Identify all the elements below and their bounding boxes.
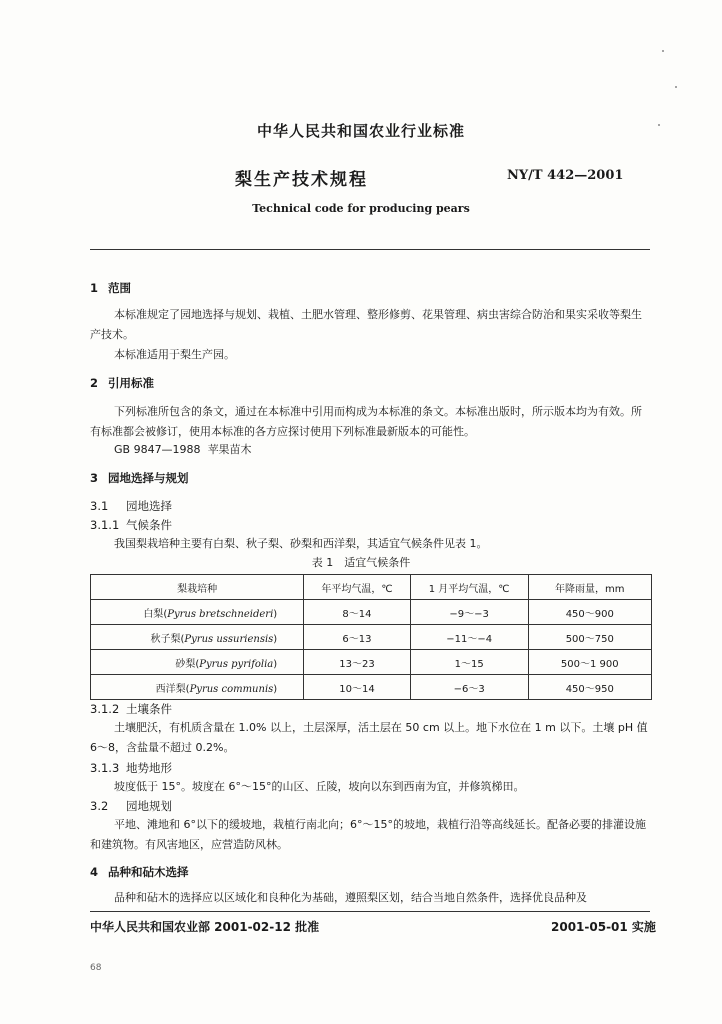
subsection-number: 3.1.3: [90, 761, 120, 775]
footer-rule: [90, 911, 650, 912]
standard-number: NY/T 442—2001: [507, 168, 624, 183]
section-1-paragraph-1: 本标准规定了园地选择与规划、栽植、土肥水管理、整形修剪、花果管理、病虫害综合防治和果实采收等梨生产技术。: [90, 308, 642, 341]
subsection-title: 园地规划: [126, 799, 172, 813]
subsection-number: 3.1.1: [90, 518, 120, 532]
january-temp-cell: −9～−3: [410, 600, 528, 625]
section-title: 品种和砧木选择: [108, 865, 189, 879]
subsection-3-1-heading: [90, 498, 172, 514]
annual-temp-cell: 6～13: [304, 625, 411, 650]
subsection-3-1-3-paragraph: 坡度低于 15°。坡度在 6°～15°的山区、丘陵，坡向以东到西南为宜，并修筑梯田。: [114, 780, 525, 793]
column-header: 梨栽培种: [91, 575, 304, 600]
implementation-date: 2001-05-01 实施: [551, 920, 656, 934]
table-row: [91, 675, 652, 700]
rainfall-cell: 500～750: [528, 625, 651, 650]
column-header: 年降雨量，mm: [528, 575, 651, 600]
section-2-paragraph: 下列标准所包含的条文，通过在本标准中引用而构成为本标准的条文。本标准出版时，所示版本均为有效。所有标准都会被修订，使用本标准的各方应探讨使用下列标准最新版本的可能性。: [90, 405, 642, 438]
reference-title: 苹果苗木: [207, 443, 252, 456]
variety-name: 白梨: [143, 608, 164, 620]
subsection-number: 3.1: [90, 499, 109, 513]
table-header-row: [91, 575, 652, 600]
table-row: [91, 600, 652, 625]
scan-speck: [662, 50, 664, 52]
january-temp-cell: −6～3: [410, 675, 528, 700]
variety-name: 砂梨: [175, 658, 196, 670]
rainfall-cell: 500～1 900: [528, 650, 651, 675]
january-temp-cell: 1～15: [410, 650, 528, 675]
section-4-paragraph: 品种和砧木的选择应以区域化和良种化为基础，遵照梨区划，结合当地自然条件，选择优良品种及: [114, 891, 587, 904]
approval-statement: 中华人民共和国农业部 2001-02-12 批准: [90, 920, 320, 934]
scan-speck: [675, 86, 677, 88]
subsection-number: 3.1.2: [90, 702, 120, 716]
subsection-title: 园地选择: [126, 499, 172, 513]
column-header: 1 月平均气温，℃: [410, 575, 528, 600]
variety-cell: 砂梨(Pyrus pyrifolia): [91, 650, 304, 675]
variety-cell: 秋子梨(Pyrus ussuriensis): [91, 625, 304, 650]
subsection-number: 3.2: [90, 799, 109, 813]
section-title: 范围: [108, 281, 131, 295]
section-1-heading: [90, 280, 131, 296]
subsection-3-1-3-heading: [90, 760, 172, 776]
subsection-title: 气候条件: [126, 518, 172, 532]
section-4-heading: [90, 864, 189, 880]
column-header: 年平均气温，℃: [304, 575, 411, 600]
subsection-3-1-1-heading: [90, 517, 172, 533]
section-3-heading: [90, 470, 189, 486]
subsection-3-2-paragraph: 平地、滩地和 6°以下的缓坡地，栽植行南北向；6°～15°的坡地，栽植行沿等高线延长。配备必要的排灌设施和建筑物。有风害地区，应营造防风林。: [90, 818, 646, 851]
variety-latin-name: Pyrus ussuriensis: [184, 633, 274, 645]
section-title: 园地选择与规划: [108, 471, 189, 485]
standard-category-title: 中华人民共和国农业行业标准: [256, 122, 465, 140]
section-2-heading: [90, 375, 154, 391]
page-number: 68: [90, 963, 102, 973]
variety-latin-name: Pyrus pyrifolia: [199, 658, 274, 670]
climate-conditions-table: [90, 574, 652, 700]
section-1-paragraph-2: 本标准适用于梨生产园。: [114, 348, 235, 361]
english-title: Technical code for producing pears: [252, 202, 470, 215]
variety-name: 西洋梨: [155, 683, 186, 695]
subsection-3-1-1-paragraph: 我国梨栽培种主要有白梨、秋子梨、砂梨和西洋梨，其适宜气候条件见表 1。: [114, 537, 488, 550]
rainfall-cell: 450～950: [528, 675, 651, 700]
table-row: [91, 625, 652, 650]
rainfall-cell: 450～900: [528, 600, 651, 625]
header-rule: [90, 249, 650, 250]
reference-code: GB 9847—1988: [114, 443, 201, 456]
variety-cell: 白梨(Pyrus bretschneideri): [91, 600, 304, 625]
annual-temp-cell: 8～14: [304, 600, 411, 625]
section-title: 引用标准: [108, 376, 154, 390]
section-number: 4: [90, 865, 99, 879]
section-number: 1: [90, 281, 99, 295]
normative-reference: [114, 440, 676, 460]
january-temp-cell: −11～−4: [410, 625, 528, 650]
subsection-3-1-2-paragraph: 土壤肥沃，有机质含量在 1.0% 以上，土层深厚，活土层在 50 cm 以上。地下水位在 1 m 以下。土壤 pH 值 6～8，含盐量不超过 0.2%。: [90, 721, 648, 754]
subsection-title: 土壤条件: [126, 702, 172, 716]
subsection-3-1-2-heading: [90, 701, 172, 717]
variety-latin-name: Pyrus communis: [189, 683, 274, 695]
variety-name: 秋子梨: [150, 633, 181, 645]
document-title: 梨生产技术规程: [235, 170, 368, 190]
section-number: 3: [90, 471, 99, 485]
table-caption: 表 1 适宜气候条件: [311, 556, 411, 569]
subsection-title: 地势地形: [126, 761, 172, 775]
table-row: [91, 650, 652, 675]
section-number: 2: [90, 376, 99, 390]
subsection-3-2-heading: [90, 798, 172, 814]
scan-speck: [658, 124, 660, 126]
annual-temp-cell: 10～14: [304, 675, 411, 700]
variety-cell: 西洋梨(Pyrus communis): [91, 675, 304, 700]
variety-latin-name: Pyrus bretschneideri: [167, 608, 274, 620]
annual-temp-cell: 13～23: [304, 650, 411, 675]
